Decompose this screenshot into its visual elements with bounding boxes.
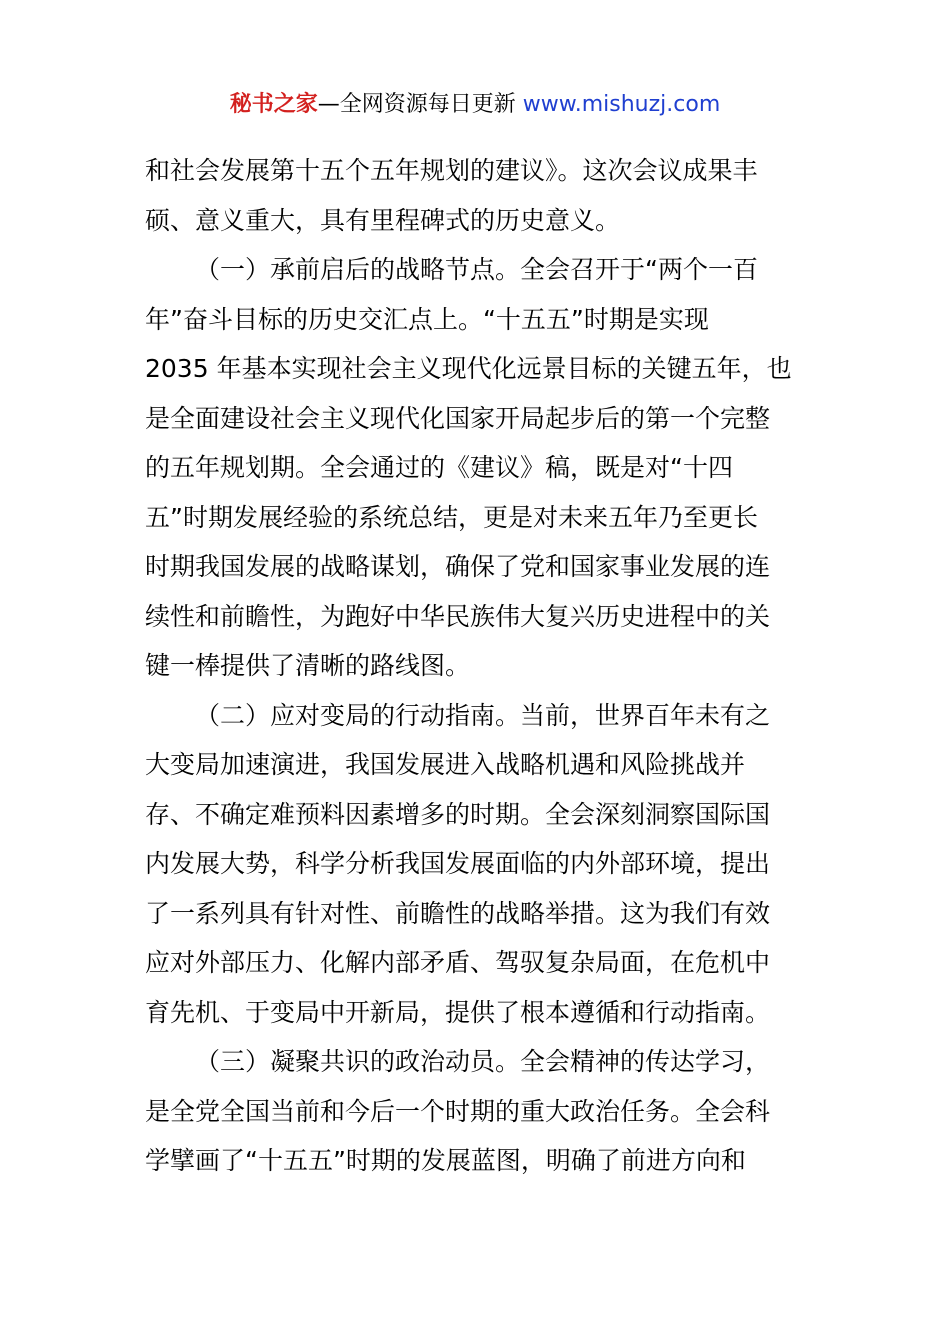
text-line: 的五年规划期。全会通过的《建议》稿，既是对“十四: [145, 453, 733, 482]
text-line: 了一系列具有针对性、前瞻性的战略举措。这为我们有效: [145, 898, 771, 928]
text-line: 时期我国发展的战略谋划，确保了党和国家事业发展的连: [145, 552, 771, 581]
site-header: [0, 88, 950, 122]
text-line: 育先机、于变局中开新局，提供了根本遵循和行动指南。: [145, 997, 771, 1027]
text-line: 学擘画了“十五五”时期的发展蓝图，明确了前进方向和: [145, 1146, 746, 1175]
text-line: 续性和前瞻性，为跑好中华民族伟大复兴历史进程中的关: [145, 601, 771, 631]
text-line: 键一棒提供了清晰的路线图。: [145, 651, 471, 680]
text-line: 大变局加速演进，我国发展进入战略机遇和风险挑战并: [145, 750, 746, 779]
text-line: 是全面建设社会主义现代化国家开局起步后的第一个完整: [145, 403, 771, 433]
site-brand: 秘书之家: [229, 92, 318, 117]
text-line: 存、不确定难预料因素增多的时期。全会深刻洞察国际国: [145, 799, 771, 829]
text-line: 五”时期发展经验的系统总结，更是对未来五年乃至更长: [145, 502, 758, 532]
paragraph-heading-line: （三）凝聚共识的政治动员。全会精神的传达学习，: [195, 1047, 771, 1076]
text-line: 和社会发展第十五个五年规划的建议》。这次会议成果丰: [145, 156, 758, 185]
document-body: [145, 146, 810, 1186]
site-tagline: —全网资源每日更新: [317, 92, 523, 117]
text-line: 2035 年基本实现社会主义现代化远景目标的关键五年，也: [145, 354, 792, 383]
paragraph-heading-line: （一）承前启后的战略节点。全会召开于“两个一百: [195, 255, 758, 284]
text-line: 硕、意义重大，具有里程碑式的历史意义。: [145, 205, 621, 235]
text-line: 内发展大势，科学分析我国发展面临的内外部环境，提出: [145, 849, 771, 878]
site-url-link[interactable]: www.mishuzj.com: [522, 92, 721, 117]
text-line: 年”奋斗目标的历史交汇点上。“十五五”时期是实现: [145, 304, 709, 334]
text-line: 是全党全国当前和今后一个时期的重大政治任务。全会科: [145, 1096, 771, 1126]
paragraph-heading-line: （二）应对变局的行动指南。当前，世界百年未有之: [195, 700, 771, 730]
text-line: 应对外部压力、化解内部矛盾、驾驭复杂局面，在危机中: [145, 948, 771, 977]
